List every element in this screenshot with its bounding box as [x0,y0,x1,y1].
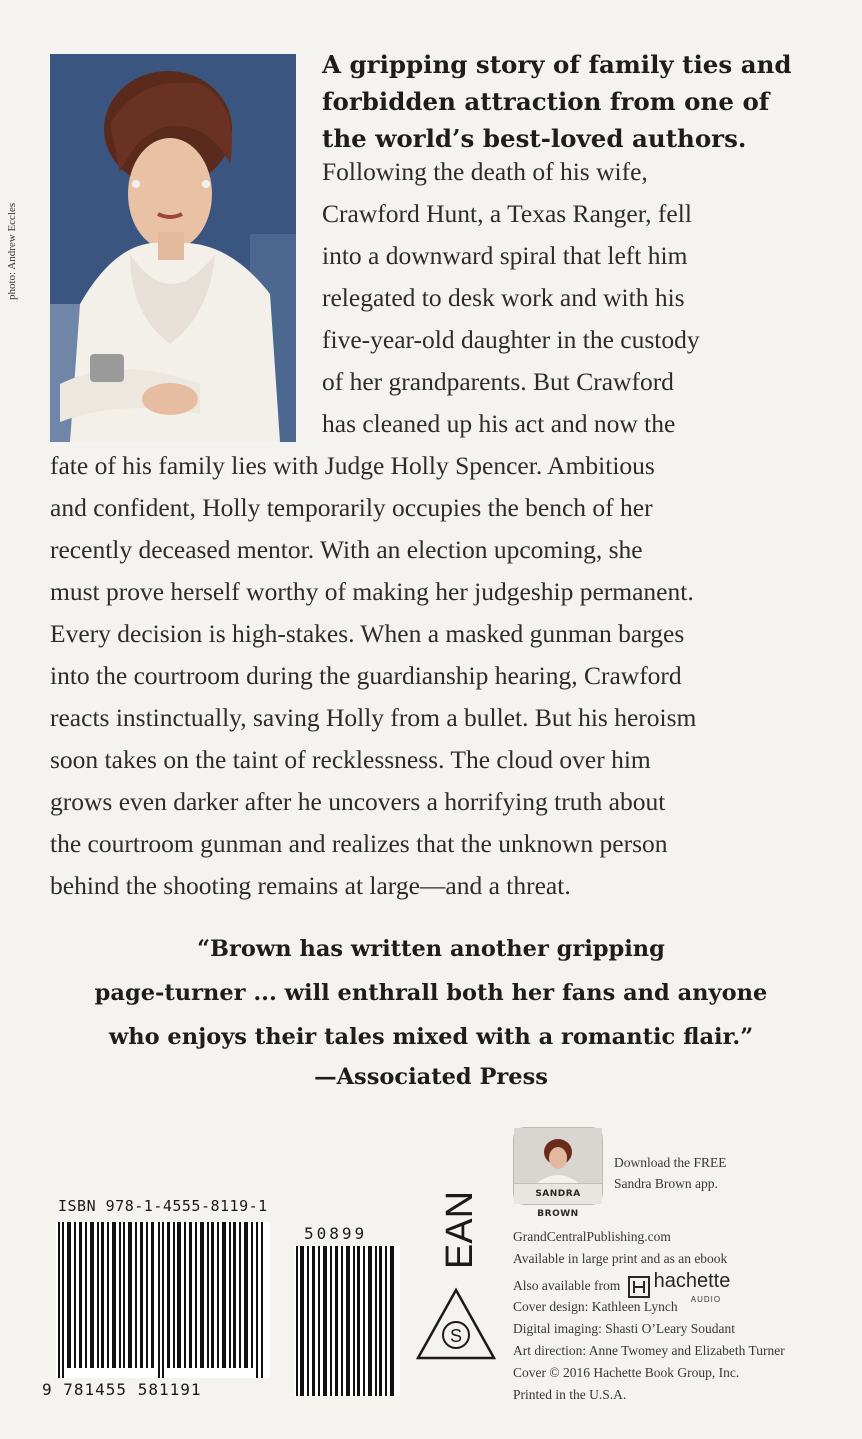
body-line: relegated to desk work and with his [322,283,685,312]
body-line: behind the shooting remains at large—and a threat. [50,871,571,900]
lead-line: forbidden attraction from one of [322,87,770,116]
author-photo [50,54,296,442]
body-line: Crawford Hunt, a Texas Ranger, fell [322,199,692,228]
audio-note [513,1270,785,1304]
hachette-wordmark [654,1270,731,1304]
body-line: into the courtroom during the guardianship hearing, Crawford [50,661,682,690]
formats-note: Available in large print and as an ebook [513,1251,728,1266]
lead-text [322,46,842,157]
body-line: of her grandparents. But Crawford [322,367,674,396]
hachette-word: hachette [653,1270,731,1292]
body-line: fate of his family lies with Judge Holly Spencer. Ambitious [50,451,655,480]
hachette-audio-sub: AUDIO [690,1295,722,1304]
lead-line: the world’s best-loved authors. [322,124,747,153]
body-line: has cleaned up his act and now the [322,409,676,438]
price-barcode [294,1246,400,1396]
photo-credit: photo: Andrew Eccles [6,202,18,300]
art-direction-credit: Art direction: Anne Twomey and Elizabeth Turner [513,1343,785,1358]
ean-mark-graphic [416,1180,496,1395]
app-promo [614,1152,727,1194]
lead-line: A gripping story of family ties and [322,50,792,79]
body-line: the courtroom gunman and realizes that the unknown person [50,829,668,858]
app-icon-brand: SANDRA BROWN [514,1183,602,1204]
publishing-credits [513,1226,785,1406]
review-quote-line: page-turner ... will enthrall both her fans and anyone [94,980,768,1006]
sandra-brown-app-icon [513,1127,603,1219]
hachette-h-icon [628,1276,650,1298]
publisher-website: GrandCentralPublishing.com [513,1229,671,1244]
review-quote-line: who enjoys their tales mixed with a romantic flair.” [108,1024,754,1050]
printed-in-line: Printed in the U.S.A. [513,1387,627,1402]
body-line: five-year-old daughter in the custody [322,325,700,354]
digital-imaging-credit: Digital imaging: Shasti O’Leary Soudant [513,1321,735,1336]
ean-mark [416,1180,496,1395]
body-line: must prove herself worthy of making her judgeship permanent. [50,577,694,606]
price-barcode-digits: 50899 [304,1224,368,1243]
author-portrait-illustration [50,54,296,442]
price-barcode-bars [294,1246,400,1396]
isbn-barcode-bars [56,1222,270,1378]
body-line: soon takes on the taint of recklessness. The cloud over him [50,745,651,774]
review-attribution: —Associated Press [314,1064,548,1090]
app-promo-line: Sandra Brown app. [614,1176,718,1191]
body-line: into a downward spiral that left him [322,241,688,270]
body-line: recently deceased mentor. With an election upcoming, she [50,535,643,564]
copyright-line: Cover © 2016 Hachette Book Group, Inc. [513,1365,740,1380]
app-promo-line: Download the FREE [614,1155,727,1170]
also-available-label: Also available from [513,1278,621,1294]
body-line: Following the death of his wife, [322,157,648,186]
isbn-label: ISBN 978-1-4555-8119-1 [58,1197,268,1215]
cover-design-credit: Cover design: Kathleen Lynch [513,1299,678,1314]
body-line: reacts instinctually, saving Holly from a bullet. But his heroism [50,703,697,732]
body-line: and confident, Holly temporarily occupies the bench of her [50,493,653,522]
isbn-barcode [56,1222,270,1378]
ean-label: EAN [439,1190,481,1270]
body-line: Every decision is high-stakes. When a masked gunman barges [50,619,685,648]
app-icon-portrait [514,1128,602,1184]
review-quote-line: “Brown has written another gripping [197,936,665,962]
triangle-letter: S [449,1326,463,1346]
body-line: grows even darker after he uncovers a horrifying truth about [50,787,666,816]
isbn-barcode-digits: 9 781455 581191 [42,1380,202,1399]
